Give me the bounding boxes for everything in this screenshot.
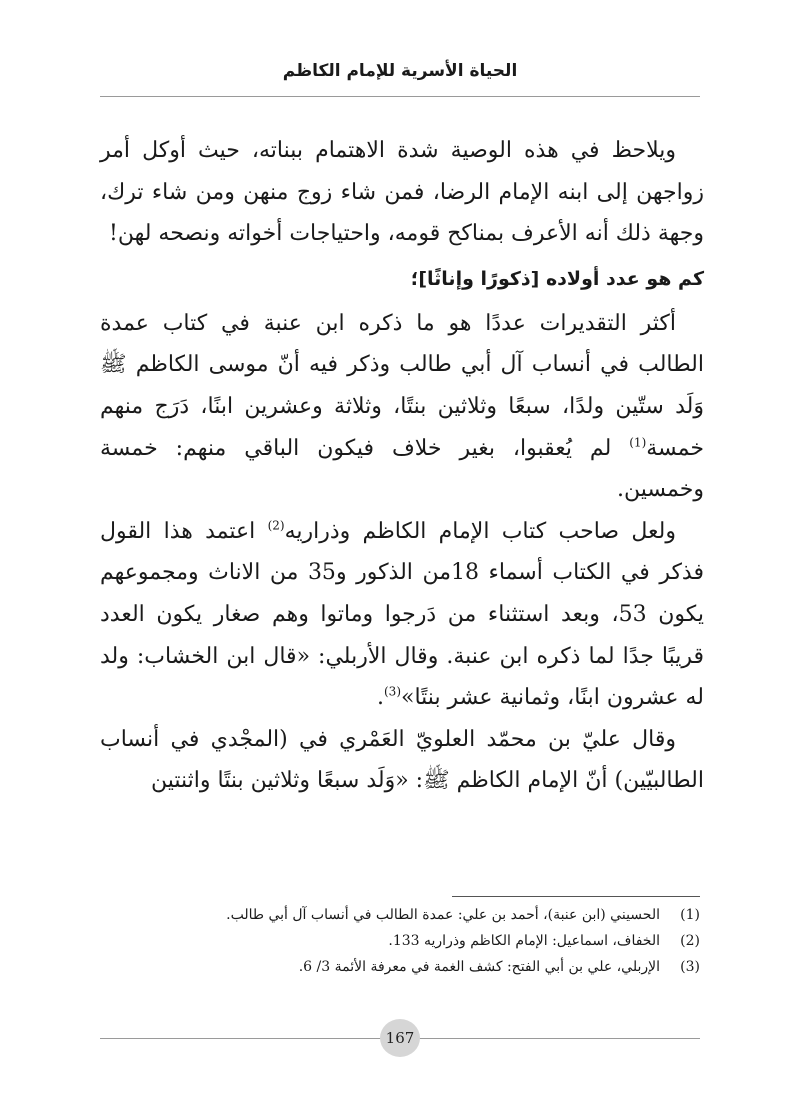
footnote-number: (1) — [680, 907, 700, 923]
footnote-text: الإربلي، علي بن أبي الفتح: كشف الغمة في معرفة الأئمة 3/ 6. — [298, 959, 660, 975]
footnotes — [100, 902, 700, 980]
header-divider — [100, 96, 700, 97]
footnote-3 — [100, 954, 700, 980]
footnote-ref-1[interactable]: (1) — [629, 435, 647, 450]
paragraph-2 — [100, 303, 704, 511]
footnote-text: الخفاف، اسماعيل: الإمام الكاظم وذراريه 133. — [388, 933, 660, 949]
footnote-ref-2[interactable]: (2) — [267, 518, 285, 533]
paragraph-3-text-b: اعتمد هذا القول فذكر في الكتاب أسماء 18من الذكور و35 من الاناث ومجموعهم يكون 53، وبعد استثناء من دَرجوا وماتوا وهم صغار يكون العدد قريبًا جدًا لما ذكره ابن عنبة. وقال الأربلي: «قال ابن الخشاب: ولد له عشرون ابنًا، وثمانية عشر بنتًا» — [100, 518, 704, 711]
footnote-number: (2) — [680, 933, 700, 949]
section-heading: كم هو عدد أولاده [ذكورًا وإناثًا]؛ — [410, 267, 704, 290]
footnote-1 — [100, 902, 700, 928]
main-text — [100, 130, 704, 802]
paragraph-1: ويلاحظ في هذه الوصية شدة الاهتمام ببناته، حيث أوكل أمر زواجهن إلى ابنه الإمام الرضا، فمن شاء زوج منهن ومن شاء ترك، وجهة ذلك أنه الأعرف بمناكح قومه، واحتياجات أخواته ونصحه لهن! — [100, 138, 704, 247]
running-header: الحياة الأسرية للإمام الكاظم — [282, 61, 518, 81]
footnote-number: (3) — [680, 959, 700, 975]
footnote-2 — [100, 928, 700, 954]
footnote-ref-3[interactable]: (3) — [383, 684, 401, 699]
paragraph-3-text-a: ولعل صاحب كتاب الإمام الكاظم وذراريه — [284, 518, 676, 544]
footnote-divider — [452, 896, 700, 897]
paragraph-2-text-b: لم يُعقبوا، بغير خلاف فيكون الباقي منهم: خمسة وخمسين. — [100, 435, 704, 503]
paragraph-2-text-a: أكثر التقديرات عددًا هو ما ذكره ابن عنبة في كتاب عمدة الطالب في أنساب آل أبي طالب وذكر فيه أنّ موسى الكاظم ﷺ وَلَد ستّين ولدًا، سبعًا وثلاثين بنتًا، وثلاثة وعشرين ابنًا، دَرَج منهم خمسة — [100, 310, 704, 461]
paragraph-4: وقال عليّ بن محمّد العلويّ العَمْري في (المجْدي في أنساب الطالبيّين) أنّ الإمام الكاظم ﷺ: «وَلَد سبعًا وثلاثين بنتًا واثنتين — [100, 726, 704, 794]
page-footer — [100, 1019, 700, 1059]
paragraph-3-text-c: . — [376, 685, 384, 711]
paragraph-3 — [100, 511, 704, 719]
footnote-text: الحسيني (ابن عنبة)، أحمد بن علي: عمدة الطالب في أنساب آل أبي طالب. — [226, 907, 660, 923]
page-number-badge: 167 — [380, 1019, 420, 1057]
